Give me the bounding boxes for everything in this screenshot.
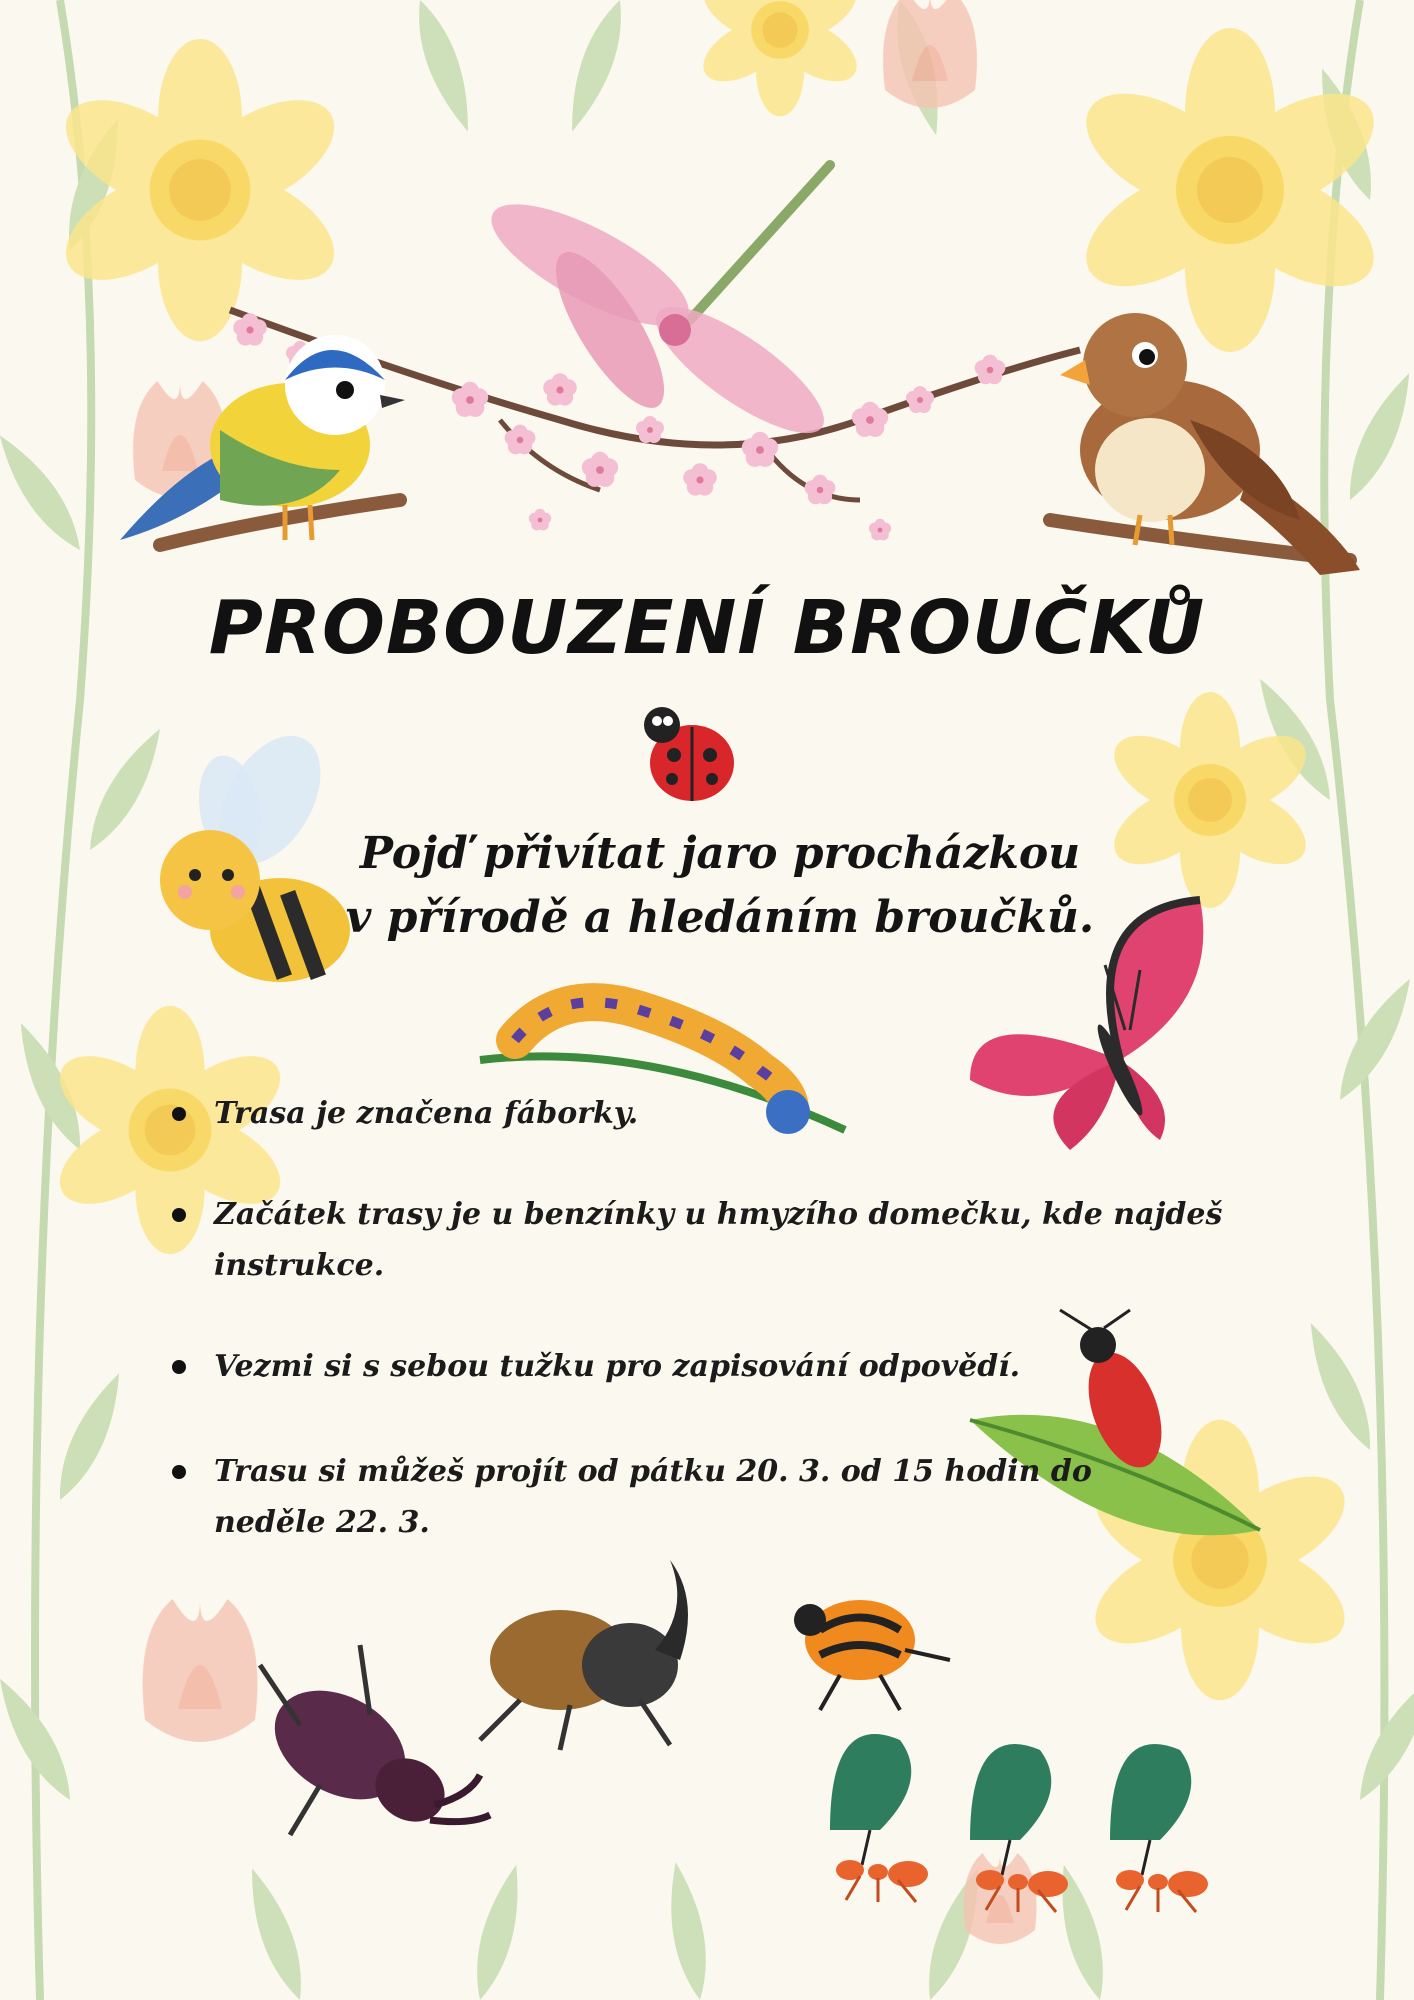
- list-item: Trasa je značena fáborky.: [160, 1088, 804, 1139]
- subtitle: [300, 822, 1140, 950]
- page-title: PROBOUZENÍ BROUČKŮ: [208, 585, 1206, 671]
- ladybug: [644, 707, 734, 801]
- leaf-vine-right: [1247, 0, 1414, 2000]
- spotted-beetle: [794, 1600, 950, 1710]
- list-item: Začátek trasy je u benzínky u hmyzího domečku, kde najdeš instrukce.: [160, 1189, 1270, 1291]
- rhinoceros-beetle: [480, 1560, 688, 1750]
- nightingale-bird: [1050, 313, 1360, 575]
- list-item: Trasu si můžeš projít od pátku 20. 3. od 15 hodin do neděle 22. 3.: [160, 1446, 1094, 1548]
- stag-beetle: [255, 1645, 490, 1835]
- subtitle-line-2: v přírodě a hledáním broučků.: [345, 892, 1095, 943]
- leaf-vine-top: [406, 0, 951, 139]
- leafcutter-ant: [830, 1734, 1208, 1912]
- subtitle-line-1: Pojď přivítat jaro procházkou: [359, 828, 1081, 879]
- info-list: [160, 1088, 1270, 1548]
- list-item: Vezmi si s sebou tužku pro zapisování odpovědí.: [160, 1341, 1270, 1392]
